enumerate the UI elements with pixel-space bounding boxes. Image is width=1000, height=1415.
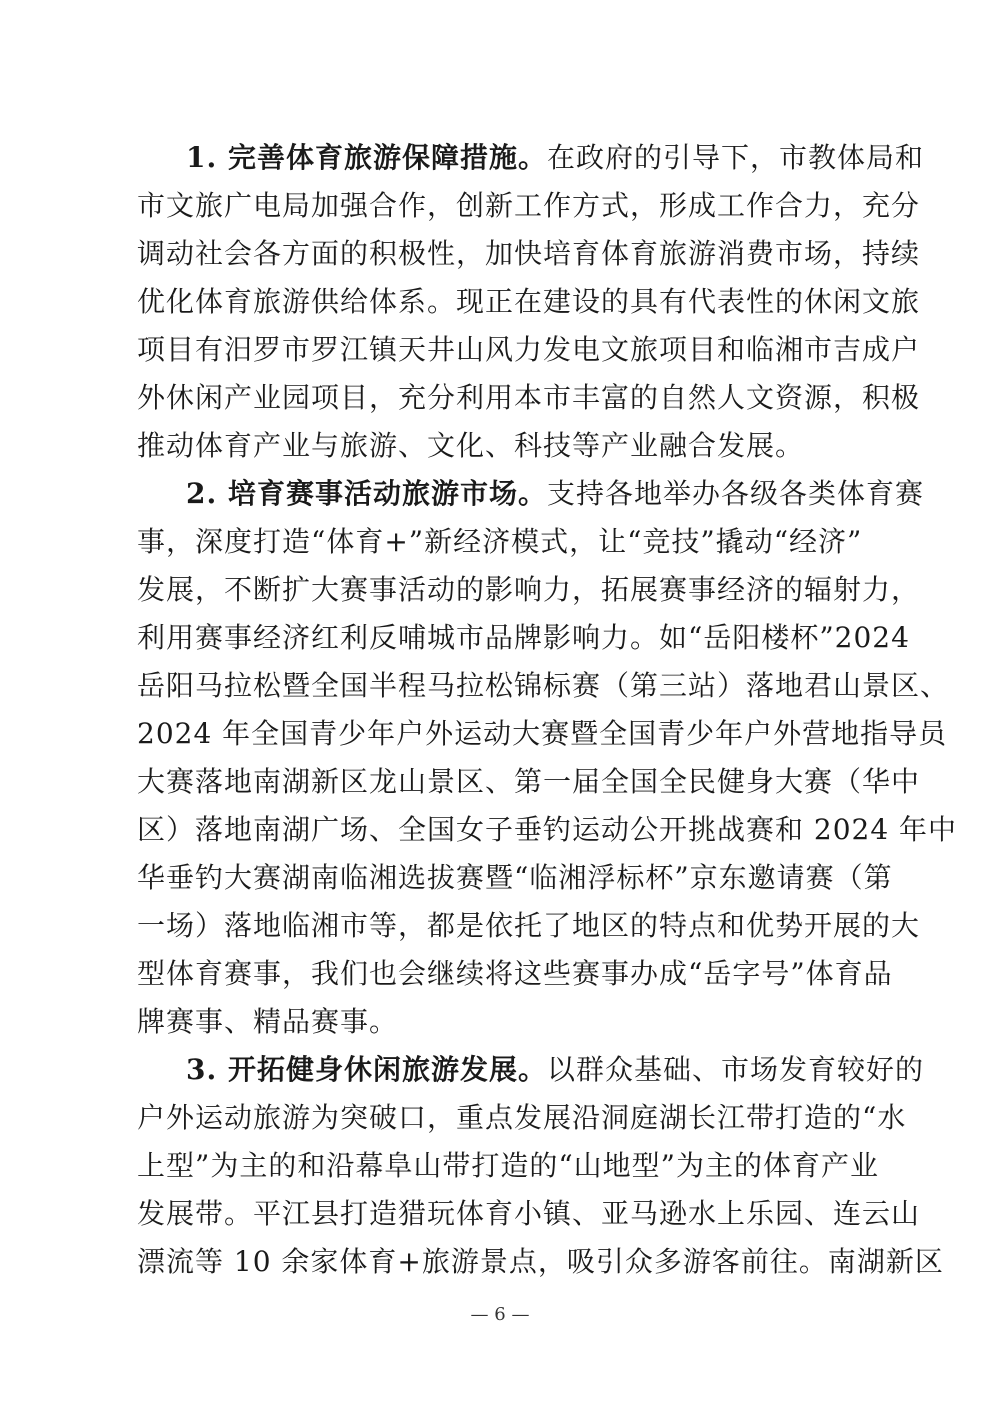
paragraph-2-line-6: 2024 年全国青少年户外运动大赛暨全国青少年户外营地指导员	[137, 717, 948, 750]
paragraph-1-line-6: 外休闲产业园项目，充分利用本市丰富的自然人文资源，积极	[137, 381, 921, 414]
paragraph-1-line-4: 优化体育旅游供给体系。现正在建设的具有代表性的休闲文旅	[137, 285, 921, 318]
paragraph-2-line-8: 区）落地南湖广场、全国女子垂钓运动公开挑战赛和 2024 年中	[137, 813, 958, 846]
paragraph-2-line-5: 岳阳马拉松暨全国半程马拉松锦标赛（第三站）落地君山景区、	[137, 669, 950, 702]
paragraph-2-heading: 2. 培育赛事活动旅游市场。	[186, 477, 547, 510]
paragraph-2-line-4: 利用赛事经济红利反哺城市品牌影响力。如“岳阳楼杯”2024	[137, 621, 910, 654]
paragraph-3-heading: 3. 开拓健身休闲旅游发展。	[186, 1053, 547, 1086]
paragraph-1-line-2: 市文旅广电局加强合作，创新工作方式，形成工作合力，充分	[137, 189, 921, 222]
paragraph-3-line-4: 发展带。平江县打造猎玩体育小镇、亚马逊水上乐园、连云山	[137, 1197, 921, 1230]
paragraph-3-line-1: 3. 开拓健身休闲旅游发展。以群众基础、市场发育较好的	[186, 1053, 924, 1086]
paragraph-1-line-3: 调动社会各方面的积极性，加快培育体育旅游消费市场，持续	[137, 237, 921, 270]
paragraph-2-line-12: 牌赛事、精品赛事。	[137, 1005, 399, 1038]
paragraph-2-line-7: 大赛落地南湖新区龙山景区、第一届全国全民健身大赛（华中	[137, 765, 921, 798]
paragraph-2-line-2: 事，深度打造“体育+”新经济模式，让“竞技”撬动“经济”	[137, 525, 863, 558]
paragraph-1-line-5: 项目有汨罗市罗江镇天井山风力发电文旅项目和临湘市吉成户	[137, 333, 921, 366]
paragraph-2-line-3: 发展，不断扩大赛事活动的影响力，拓展赛事经济的辐射力，	[137, 573, 921, 606]
paragraph-2-line-1: 2. 培育赛事活动旅游市场。支持各地举办各级各类体育赛	[186, 477, 924, 510]
paragraph-3-line-3: 上型”为主的和沿幕阜山带打造的“山地型”为主的体育产业	[137, 1149, 879, 1182]
paragraph-2-line-10: 一场）落地临湘市等，都是依托了地区的特点和优势开展的大	[137, 909, 921, 942]
paragraph-1-line-1: 1. 完善体育旅游保障措施。在政府的引导下，市教体局和	[186, 141, 924, 174]
paragraph-2-line-9: 华垂钓大赛湖南临湘选拔赛暨“临湘浮标杯”京东邀请赛（第	[137, 861, 893, 894]
paragraph-1-line-7: 推动体育产业与旅游、文化、科技等产业融合发展。	[137, 429, 805, 462]
paragraph-3-line-5: 漂流等 10 余家体育+旅游景点，吸引众多游客前往。南湖新区	[137, 1245, 944, 1278]
paragraph-1-heading: 1. 完善体育旅游保障措施。	[186, 141, 547, 174]
paragraph-3-line-2: 户外运动旅游为突破口，重点发展沿洞庭湖长江带打造的“水	[137, 1101, 907, 1134]
paragraph-2-line-11: 型体育赛事，我们也会继续将这些赛事办成“岳字号”体育品	[137, 957, 893, 990]
page-number: — 6 —	[470, 1304, 530, 1325]
